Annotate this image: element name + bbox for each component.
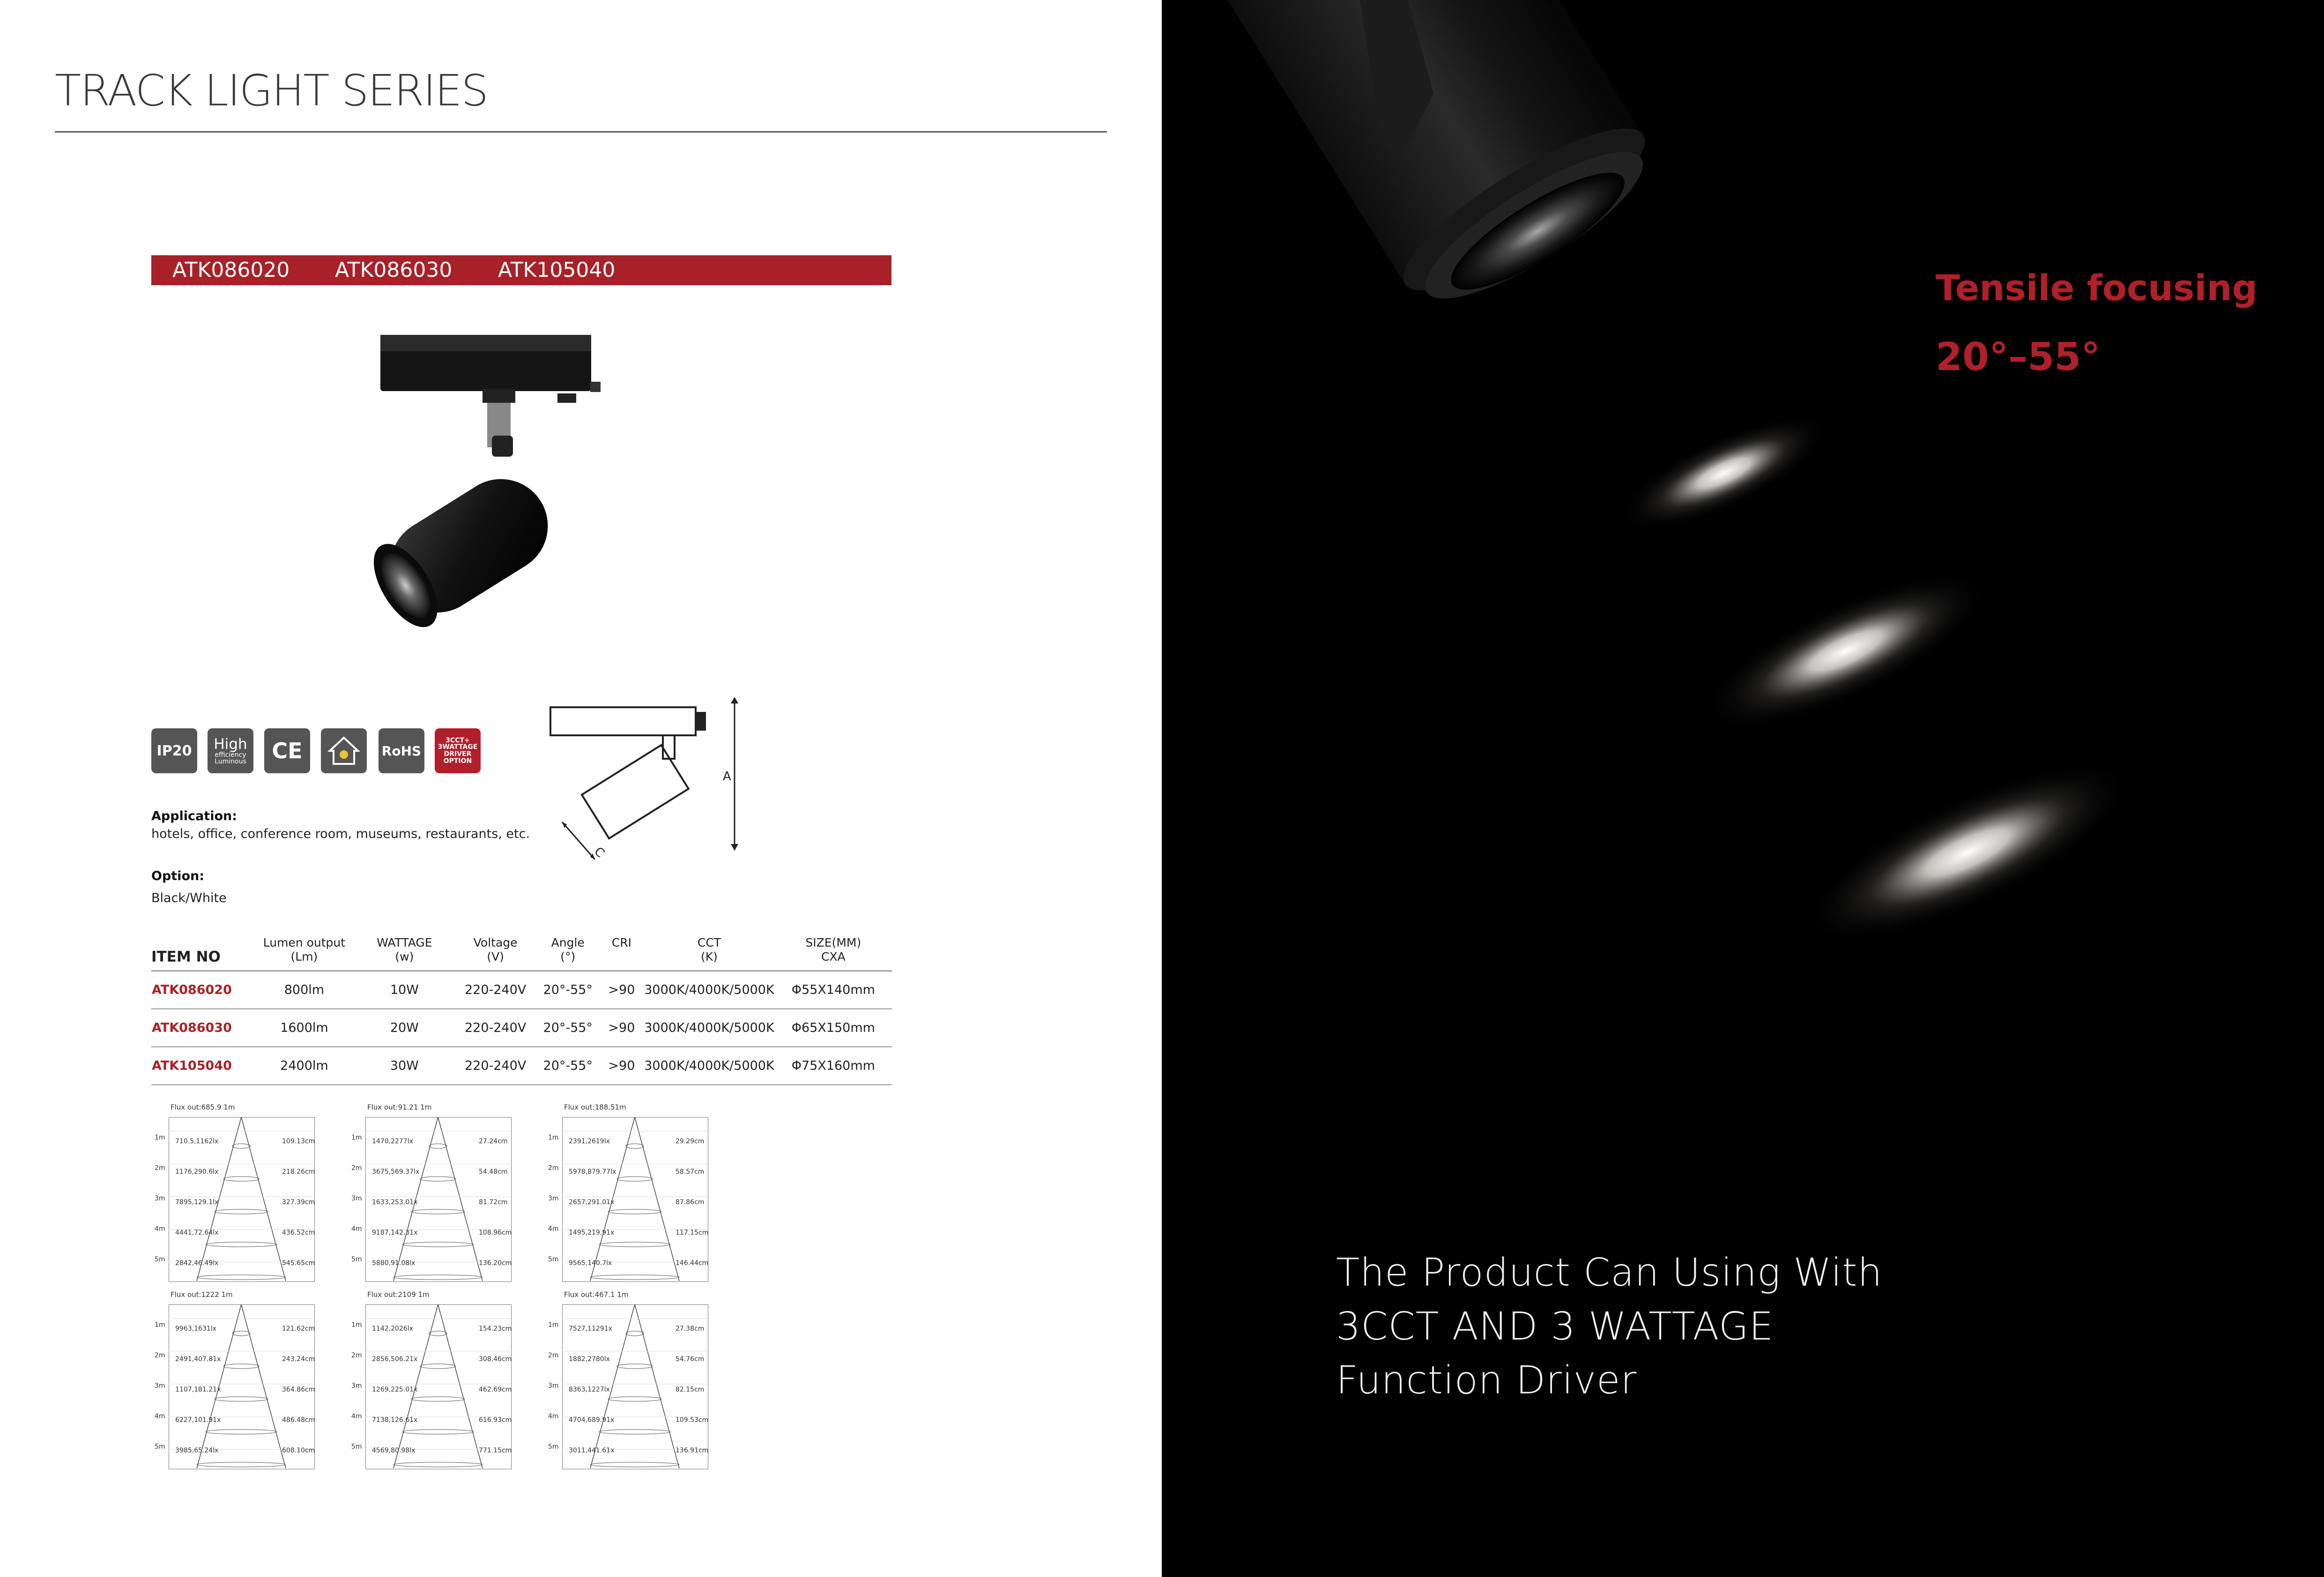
rohs-badge [379,728,424,773]
distance-label: 1m [548,1321,559,1329]
beam-diameter: 136.20cm [479,1259,512,1267]
beam-diameter: 109.13cm [282,1138,315,1145]
distance-label: 5m [548,1256,559,1263]
distance-label: 3m [351,1195,362,1202]
spec-cell-size: Φ75X160mm [775,1047,892,1085]
dimension-label-a: A [723,770,731,784]
beam-diameter: 29.29cm [676,1138,705,1145]
lux-value: 1269,225.01x [372,1386,418,1393]
beam-diameter: 58.57cm [676,1168,705,1176]
lux-value: 8363,1227lx [569,1386,610,1393]
beam-diameter: 771.15cm [479,1447,512,1454]
spec-cell-angle: 20°-55° [536,1047,600,1085]
ip20-text: IP20 [156,742,192,759]
lux-value: 7138,126.61x [372,1416,418,1424]
distance-label: 3m [155,1195,165,1202]
lux-value: 6227,101.91x [175,1416,221,1424]
application-text: hotels, office, conference room, museums, restaurants, etc. [151,827,530,841]
header-wattage: WATTAGE (w) [354,924,454,971]
beam-diameter: 54.76cm [676,1355,705,1363]
header-voltage: Voltage (V) [454,924,536,971]
ce-badge [264,728,310,773]
photometric-diagram [540,1103,736,1286]
photometric-diagram [146,1290,343,1473]
beam-diameter: 154.23cm [479,1325,512,1333]
beam-diameter: 436.52cm [282,1229,315,1236]
distance-label: 1m [351,1134,362,1141]
model-number-bar [151,255,891,285]
lux-value: 1882,2780lx [569,1355,610,1363]
distance-label: 4m [155,1413,165,1420]
title-divider [55,131,1107,133]
spec-cell-watt: 10W [354,971,454,1009]
lux-value: 4569,80.98lx [372,1447,416,1454]
photometric-diagram [343,1290,540,1473]
beam-diameter: 462.69cm [479,1386,512,1393]
spec-cell-lumen: 2400lm [254,1047,355,1085]
lux-value: 2842,46.49lx [175,1259,219,1267]
header-cct: CCT (K) [644,924,774,971]
high-efficiency-badge [208,728,253,773]
spec-cell-volt: 220-240V [454,1047,536,1085]
header-item-no: ITEM NO [151,924,254,971]
lux-value: 2391,2619lx [569,1138,610,1145]
beam-diameter: 117.15cm [676,1229,709,1236]
spec-cell-cri: >90 [600,971,644,1009]
beam-diameter: 136.91cm [676,1447,709,1454]
series-title: TRACK LIGHT SERIES [55,66,488,116]
photometric-diagram [146,1103,343,1286]
distance-label: 4m [548,1225,559,1233]
lux-value: 1470,2277lx [372,1138,413,1145]
spec-cell-watt: 20W [354,1009,454,1047]
spec-cell-lumen: 1600lm [254,1009,355,1047]
driver-text-2: 3WATTAGE [438,743,478,751]
spec-cell-item: ATK105040 [151,1047,254,1085]
lux-value: 4441,72.64lx [175,1229,219,1236]
beam-diameter: 81.72cm [479,1199,508,1206]
high-text: High [214,735,247,753]
distance-label: 2m [548,1164,559,1172]
distance-label: 2m [548,1352,559,1359]
option-label: Option: [151,869,205,883]
beam-diameter: 87.86cm [676,1199,705,1206]
spec-table [151,924,892,1085]
spec-cell-cri: >90 [600,1047,644,1085]
spec-cell-angle: 20°-55° [536,971,600,1009]
product-photo [356,323,618,660]
dimension-drawing [539,693,750,881]
distance-label: 4m [155,1225,165,1233]
beam-diameter: 364.86cm [282,1386,315,1393]
spec-header-row [151,924,892,971]
efficiency-text: efficiency [215,751,246,759]
distance-label: 1m [155,1321,165,1329]
spec-row [151,1047,892,1085]
distance-label: 5m [155,1256,165,1263]
driver-text-4: OPTION [443,757,472,765]
beam-diameter: 327.39cm [282,1199,315,1206]
distance-label: 3m [155,1382,165,1390]
dimension-label-c: C [591,844,608,861]
distance-label: 2m [351,1164,362,1172]
flux-label: Flux out:188.51m [564,1103,626,1111]
distance-label: 1m [548,1134,559,1141]
beam-diameter: 308.46cm [479,1355,512,1363]
lux-value: 3675,569.37lx [372,1168,420,1176]
lux-value: 5978,879.77lx [569,1168,616,1176]
beam-diameter: 54.48cm [479,1168,508,1176]
description-line-3: Function Driver [1336,1358,1637,1403]
spec-cell-cct: 3000K/4000K/5000K [644,1009,774,1047]
spec-cell-watt: 30W [354,1047,454,1085]
option-text: Black/White [151,891,227,905]
luminous-text: Luminous [215,757,246,765]
description-line-2: 3CCT AND 3 WATTAGE [1336,1304,1774,1349]
flux-label: Flux out:467.1 1m [564,1290,629,1299]
beam-diameter: 109.53cm [676,1416,709,1424]
lux-value: 7895,129.1lx [175,1199,219,1206]
distance-label: 3m [351,1382,362,1390]
flux-label: Flux out:2109 1m [367,1290,430,1299]
spec-cell-cri: >90 [600,1009,644,1047]
right-page [1162,0,2324,1577]
photometric-diagram [343,1103,540,1286]
model-label-1: ATK086020 [172,258,290,282]
lux-value: 3985,65.24lx [175,1447,219,1454]
flux-label: Flux out:1222 1m [171,1290,233,1299]
distance-label: 5m [155,1443,165,1451]
beam-diameter: 108.96cm [479,1229,512,1236]
focus-angle-range: 20°–55° [1936,335,2101,379]
beam-diameter: 121.62cm [282,1325,315,1333]
lux-value: 1176,290.6lx [175,1168,219,1176]
home-light-icon [321,728,367,773]
ce-text: CE [272,738,303,763]
header-angle: Angle (°) [536,924,600,971]
spec-cell-volt: 220-240V [454,971,536,1009]
beam-diameter: 218.26cm [282,1168,315,1176]
spec-cell-lumen: 800lm [254,971,355,1009]
spec-cell-volt: 220-240V [454,1009,536,1047]
flux-label: Flux out:91.21 1m [367,1103,432,1111]
lux-value: 3011,441.61x [569,1447,615,1454]
lux-value: 2491,407.81x [175,1355,221,1363]
application-label: Application: [151,809,238,823]
distance-label: 3m [548,1195,559,1202]
description-line-1: The Product Can Using With [1336,1251,1883,1295]
spec-cell-angle: 20°-55° [536,1009,600,1047]
lux-value: 2856,506.21x [372,1355,418,1363]
distance-label: 4m [548,1413,559,1420]
header-size: SIZE(MM) CXA [775,924,892,971]
lux-value: 9963,1631lx [175,1325,216,1333]
distance-label: 1m [155,1134,165,1141]
lux-value: 1633,253.01x [372,1199,418,1206]
lux-value: 5880,91.08lx [372,1259,416,1267]
lux-value: 4704,689.91x [569,1416,615,1424]
beam-diameter: 616.93cm [479,1416,512,1424]
ip20-badge [151,728,197,773]
lux-value: 7527,11291x [569,1325,612,1333]
distance-label: 1m [351,1321,362,1329]
beam-diameter: 82.15cm [676,1386,705,1393]
driver-text-1: 3CCT+ [445,736,470,744]
header-lumen: Lumen output (Lm) [254,924,355,971]
beam-diameter: 146.44cm [676,1259,709,1267]
spec-cell-item: ATK086020 [151,971,254,1009]
beam-diameter: 243.24cm [282,1355,315,1363]
beam-diameter: 27.24cm [479,1138,508,1145]
distance-label: 5m [351,1443,362,1451]
spec-cell-cct: 3000K/4000K/5000K [644,971,774,1009]
lux-value: 2657,291.01x [569,1199,615,1206]
distance-label: 5m [351,1256,362,1263]
lux-value: 1495,219.91x [569,1229,615,1236]
beam-diameter: 608.10cm [282,1447,315,1454]
lux-value: 9187,142.31x [372,1229,418,1236]
distance-label: 5m [548,1443,559,1451]
driver-text-3: DRIVER [444,750,472,758]
distance-label: 4m [351,1413,362,1420]
distance-label: 2m [155,1352,165,1359]
spec-row [151,1009,892,1047]
lux-value: 1107,181.21x [175,1386,221,1393]
driver-option-badge [435,728,481,773]
lux-value: 9565,140.7lx [569,1259,612,1267]
distance-label: 3m [548,1382,559,1390]
beam-diameter: 545.65cm [282,1259,315,1267]
flux-label: Flux out:685.9 1m [171,1103,235,1111]
model-label-3: ATK105040 [498,258,616,282]
lux-value: 1142,2026lx [372,1325,413,1333]
spec-cell-size: Φ55X140mm [775,971,892,1009]
distance-label: 2m [351,1352,362,1359]
beam-diameter: 27.38cm [676,1325,705,1333]
spec-row [151,971,892,1009]
tensile-focusing-title: Tensile focusing [1936,267,2257,309]
beam-diameter: 486.48cm [282,1416,315,1424]
photometric-diagram [540,1290,736,1473]
spec-cell-cct: 3000K/4000K/5000K [644,1047,774,1085]
lux-value: 710.5,1162lx [175,1138,219,1145]
spec-cell-size: Φ65X150mm [775,1009,892,1047]
model-label-2: ATK086030 [335,258,453,282]
distance-label: 2m [155,1164,165,1172]
distance-label: 4m [351,1225,362,1233]
header-cri: CRI [600,924,644,971]
spec-cell-item: ATK086030 [151,1009,254,1047]
rohs-text: RoHS [381,743,422,759]
